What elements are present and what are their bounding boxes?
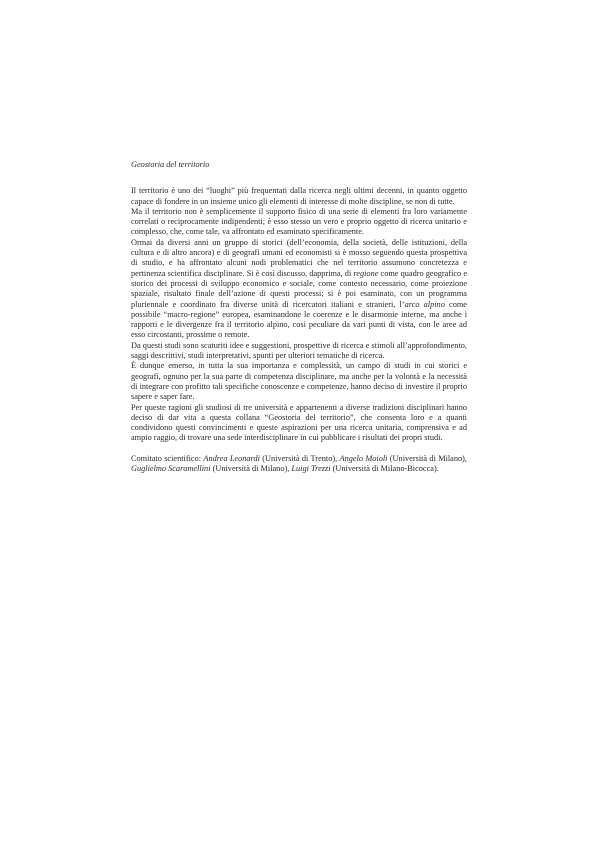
- term-regione: regione: [353, 268, 379, 278]
- committee-member-name: Andrea Leonardi: [203, 453, 260, 463]
- committee-member-name: Luigi Trezzi: [291, 464, 331, 474]
- paragraph-6: Per queste ragioni gli studiosi di tre università e appartenenti a diverse tradizioni disciplinari hanno deciso di dar vita a questa collana “Geostoria del territorio”, che consenta loro e a quanti condividono questi convincimenti e queste aspirazioni per una ricerca unitaria, comprensiva e ad ampio raggio, di trovare una sede interdisciplinare in cui pubblicare i risultati dei propri studi.: [131, 402, 467, 443]
- scientific-committee: [131, 454, 467, 475]
- paragraph-1: Il territorio è uno dei “luoghi” più frequentati dalla ricerca negli ultimi decenni, in quanto oggetto capace di fondere in un insieme unico gli elementi di interesse di molte discipline, se non di tutte.: [131, 186, 467, 206]
- paragraph-3: [131, 238, 467, 341]
- paragraph-3-text-3: come possibile “macro-regione” europea, esaminandone le coerenze e le disarmonie interne, ma anche i rapporti e le divergenze fra il territorio alpino, così peculiare da vari punti di vista, con le aree ad esso circostanti, prossime o remote.: [131, 299, 467, 340]
- paragraph-5: È dunque emerso, in tutta la sua importanza e complessità, un campo di studi in cui storici e geografi, ognuno per la sua parte di competenza disciplinare, ma anche per la volontà e la necessità di integrare con profitto tali specifiche conoscenze e competenze, hanno deciso di investire il proprio sapere e saper fare.: [131, 361, 467, 402]
- committee-member-affiliation: (Università di Milano-Bicocca).: [330, 464, 439, 474]
- series-description: [131, 160, 467, 474]
- paragraph-3-text-1: Ormai da diversi anni un gruppo di storici (dell’economia, della società, delle istituzioni, della cultura e di altro ancora) e di geografi umani ed economisti si è mosso seguendo questa prospettiva di studio, e ha affrontato alcuni nodi problematici che nel territorio assumono concretezza e pertinenza scientifica disciplinare. Si è così discusso, dapprima, di: [131, 237, 467, 278]
- committee-intro: Comitato scientifico:: [131, 453, 204, 463]
- paragraph-2: Ma il territorio non è semplicemente il supporto fisico di una serie di elementi fra loro variamente correlati o reciprocamente indipendenti; è esso stesso un vero e proprio oggetto di ricerca unitario e complesso, che, come tale, va affrontato ed esaminato specificamente.: [131, 206, 467, 237]
- paragraph-4: Da questi studi sono scaturiti idee e suggestioni, prospettive di ricerca e stimoli all’approfondimento, saggi descrittivi, studi interpretativi, spunti per ulteriori tematiche di ricerca.: [131, 340, 467, 361]
- series-title: Geostoria del territorio: [131, 160, 210, 169]
- committee-member-name: Angelo Moioli: [339, 453, 388, 463]
- committee-member-affiliation: (Università di Milano),: [387, 453, 468, 463]
- committee-member-affiliation: (Università di Trento),: [259, 453, 340, 463]
- term-arco-alpino: arco alpino: [404, 299, 445, 309]
- committee-member-name: Guglielmo Scaramellini: [131, 464, 211, 474]
- paragraph-3-text-2: come quadro geografico e storico dei processi di sviluppo economico e sociale, come contesto necessario, come proiezione spaziale, risultato finale dell’azione di questi processi; si è poi esaminato, con un programma pluriennale e coordinato fra diverse unità di ricercatori italiani e stranieri, l’: [131, 268, 467, 309]
- committee-member-affiliation: (Università di Milano),: [210, 464, 292, 474]
